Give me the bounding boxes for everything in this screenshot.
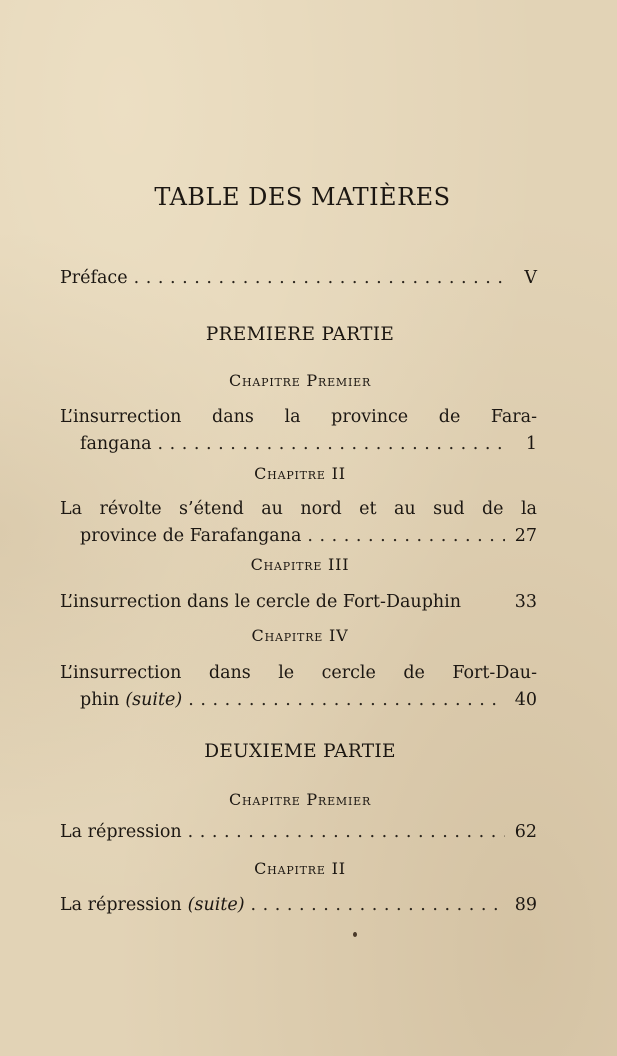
toc-entry: [60, 892, 537, 919]
entry-line: La révolte s’étend au nord et au sud de la: [60, 499, 537, 519]
chapter-heading: Chapitre Premier: [228, 371, 372, 390]
page-number: 89: [514, 895, 537, 915]
page-number: 62: [514, 822, 537, 842]
toc-entry: [60, 589, 537, 616]
dot-leader: [158, 431, 505, 458]
part-heading-1: PREMIERE PARTIE: [205, 324, 395, 345]
dot-leader: [307, 523, 505, 550]
entry-line-continued: phin: [80, 690, 120, 710]
paper-speck: [353, 932, 357, 937]
entry-line-continued: fangana: [80, 434, 152, 454]
page-number: 27: [514, 526, 537, 546]
entry-line: L’insurrection dans la province de Fara-: [60, 407, 537, 427]
chapter-heading: Chapitre II: [254, 859, 346, 878]
entry-line: L’insurrection dans le cercle de Fort-Dauphin: [60, 592, 462, 612]
dot-leader: [134, 265, 505, 292]
chapter-heading: Chapitre Premier: [228, 790, 372, 809]
toc-entry-preface: [60, 265, 537, 292]
dot-leader: [188, 687, 505, 714]
part-heading-2: DEUXIEME PARTIE: [204, 741, 396, 762]
toc-entry: [60, 819, 537, 846]
chapter-heading: Chapitre II: [254, 464, 346, 483]
entry-label: Préface: [60, 268, 128, 288]
entry-suffix: (suite): [125, 690, 183, 710]
entry-line: La répression: [60, 822, 182, 842]
toc-entry: [60, 404, 537, 458]
dot-leader: [188, 819, 505, 846]
page-number: V: [524, 268, 537, 288]
toc-entry: [60, 496, 537, 550]
entry-line: L’insurrection dans le cercle de Fort-Dau-: [60, 663, 537, 683]
chapter-heading: Chapitre IV: [251, 626, 349, 645]
chapter-heading: Chapitre III: [250, 555, 350, 574]
toc-entry: [60, 660, 537, 714]
entry-suffix: (suite): [187, 895, 245, 915]
page-number: 1: [525, 434, 537, 454]
entry-line-continued: province de Farafangana: [80, 526, 302, 546]
page-number: 40: [514, 690, 537, 710]
page-number: 33: [514, 592, 537, 612]
page-title: TABLE DES MATIÈRES: [154, 183, 451, 211]
entry-line: La répression: [60, 895, 182, 915]
dot-leader: [251, 892, 505, 919]
